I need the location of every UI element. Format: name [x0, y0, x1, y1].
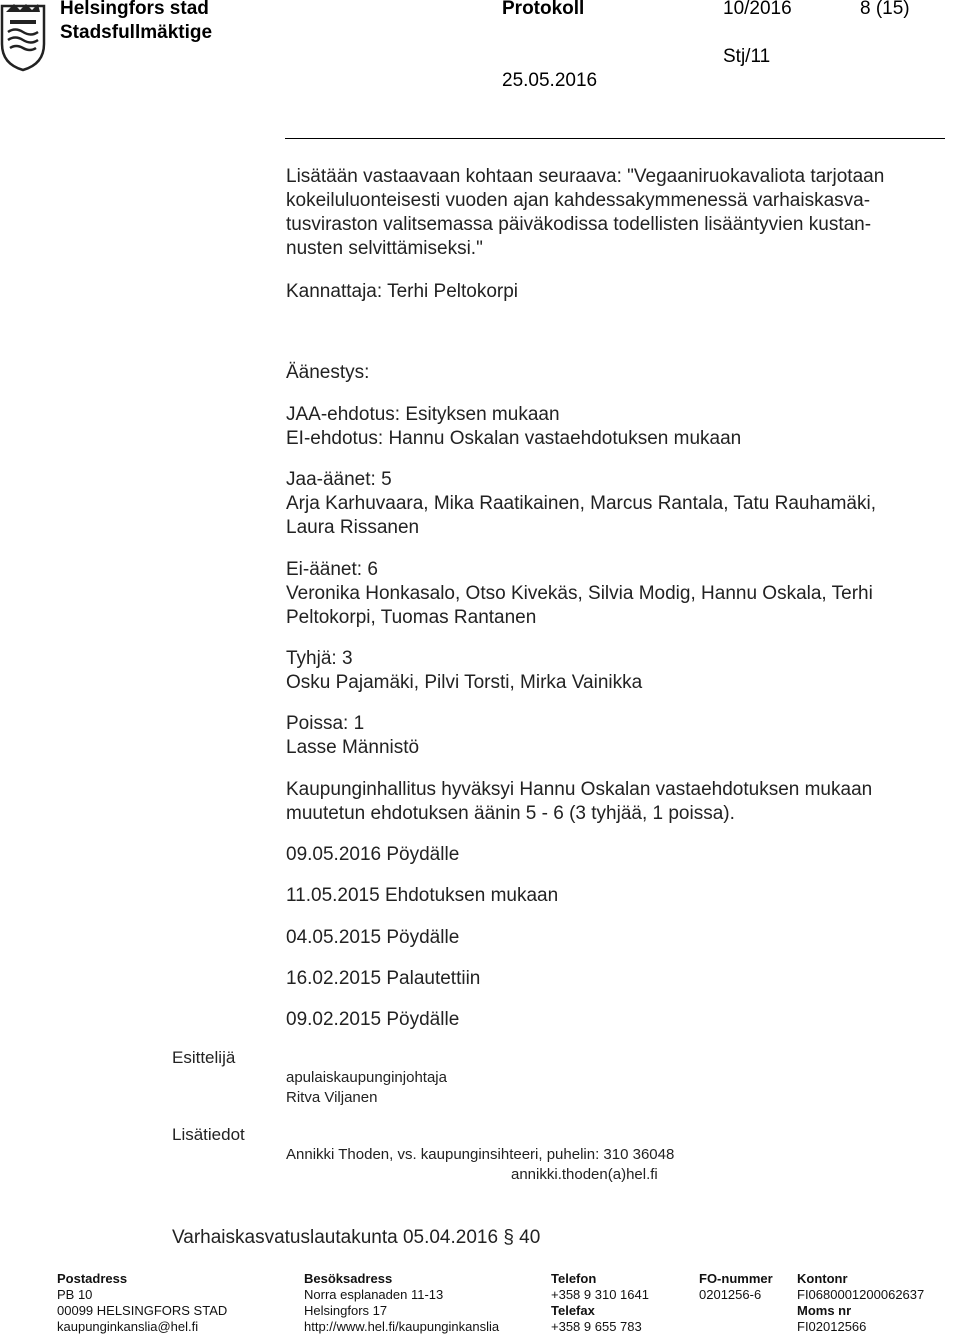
footer-postal-city: 00099 HELSINGFORS STAD [57, 1303, 228, 1318]
intro-line: Lisätään vastaavaan kohtaan seuraava: "Vegaaniruokavaliota tarjotaan [286, 166, 885, 187]
absent-names: Lasse Männistö [286, 737, 420, 758]
header-divider [285, 138, 945, 139]
footer-visit-street: Norra esplanaden 11-13 [304, 1287, 444, 1302]
yes-votes-names: Laura Rissanen [286, 517, 420, 538]
yes-votes [286, 468, 946, 540]
proposal-no: EI-ehdotus: Hannu Oskalan vastaehdotuksen mukaan [286, 428, 742, 449]
reference-line: Varhaiskasvatuslautakunta 05.04.2016 § 40 [172, 1227, 541, 1248]
page-number: 8 (15) [860, 0, 910, 19]
meeting-date: 25.05.2016 [502, 70, 598, 91]
history-item: 11.05.2015 Ehdotuksen mukaan [286, 885, 559, 906]
decision-line: Kaupunginhallitus hyväksyi Hannu Oskalan vastaehdotuksen mukaan [286, 779, 873, 800]
footer-postal-box: PB 10 [57, 1287, 93, 1302]
proposal-yes: JAA-ehdotus: Esityksen mukaan [286, 404, 560, 425]
footer-phone-heading: Telefon [551, 1271, 597, 1286]
section-number: Stj/11 [723, 46, 771, 67]
no-votes-names: Peltokorpi, Tuomas Rantanen [286, 607, 537, 628]
footer-business-id [699, 1271, 773, 1303]
history-item: 09.05.2016 Pöydälle [286, 844, 460, 865]
intro-line: nusten selvittämiseksi." [286, 238, 483, 259]
footer-phone-number: +358 9 310 1641 [551, 1287, 649, 1302]
proposals [286, 403, 946, 451]
blank-votes-label: Tyhjä: 3 [286, 648, 353, 669]
intro-line: kokeiluluonteisesti vuoden ajan kahdessakymmenessä varhaiskasva- [286, 190, 871, 211]
blank-votes-names: Osku Pajamäki, Pilvi Torsti, Mirka Vainikka [286, 672, 643, 693]
footer-vat-number: FI02012566 [797, 1319, 867, 1334]
presenter-label: Esittelijä [172, 1048, 236, 1067]
footer-email: kaupunginkanslia@hel.fi [57, 1319, 199, 1334]
doc-type: Protokoll [502, 0, 585, 19]
intro-line: tusviraston valitsemassa päiväkodissa todellisten lisääntyvien kustan- [286, 214, 872, 235]
vote-heading: Äänestys: [286, 362, 370, 383]
org-name: Helsingfors stad [60, 0, 209, 19]
history-item: 16.02.2015 Palautettiin [286, 968, 481, 989]
footer-fo-heading: FO-nummer [699, 1271, 773, 1286]
footer-vat-heading: Moms nr [797, 1303, 852, 1318]
no-votes-names: Veronika Honkasalo, Otso Kivekäs, Silvia Modig, Hannu Oskala, Terhi [286, 583, 873, 604]
blank-votes [286, 647, 946, 695]
footer-visit [304, 1271, 499, 1335]
history-item: 09.02.2015 Pöydälle [286, 1009, 460, 1030]
no-votes [286, 558, 946, 630]
decision-line: muutetun ehdotuksen äänin 5 - 6 (3 tyhjää, 1 poissa). [286, 803, 735, 824]
intro-paragraph [286, 165, 946, 261]
footer-account-number: FI0680001200062637 [797, 1287, 925, 1302]
footer-postal [57, 1271, 227, 1335]
absent-label: Poissa: 1 [286, 713, 365, 734]
presenter-name: Ritva Viljanen [286, 1089, 378, 1106]
footer-postal-heading: Postadress [57, 1271, 128, 1286]
footer-fax-heading: Telefax [551, 1303, 595, 1318]
org-unit: Stadsfullmäktige [60, 22, 213, 43]
footer-website: http://www.hel.fi/kaupunginkanslia [304, 1319, 500, 1334]
decision [286, 778, 946, 826]
yes-votes-label: Jaa-äänet: 5 [286, 469, 392, 490]
city-crest-logo [0, 0, 46, 72]
no-votes-label: Ei-äänet: 6 [286, 559, 378, 580]
footer-fax-number: +358 9 655 783 [551, 1319, 642, 1334]
yes-votes-names: Arja Karhuvaara, Mika Raatikainen, Marcus Rantala, Tatu Rauhamäki, [286, 493, 876, 514]
info-contact: Annikki Thoden, vs. kaupunginsihteeri, puhelin: 310 36048 [286, 1146, 675, 1163]
presenter-block [286, 1068, 447, 1108]
info-email: annikki.thoden(a)hel.fi [511, 1166, 658, 1183]
footer-account [797, 1271, 924, 1335]
presenter-title: apulaiskaupunginjohtaja [286, 1069, 447, 1086]
footer-phone [551, 1271, 649, 1335]
footer-account-heading: Kontonr [797, 1271, 848, 1286]
info-label: Lisätiedot [172, 1125, 245, 1144]
doc-number: 10/2016 [723, 0, 792, 19]
absent-votes [286, 712, 946, 760]
footer-fo-number: 0201256-6 [699, 1287, 762, 1302]
footer-visit-city: Helsingfors 17 [304, 1303, 388, 1318]
footer-visit-heading: Besöksadress [304, 1271, 393, 1286]
history-item: 04.05.2015 Pöydälle [286, 927, 460, 948]
supporter-line: Kannattaja: Terhi Peltokorpi [286, 281, 519, 302]
